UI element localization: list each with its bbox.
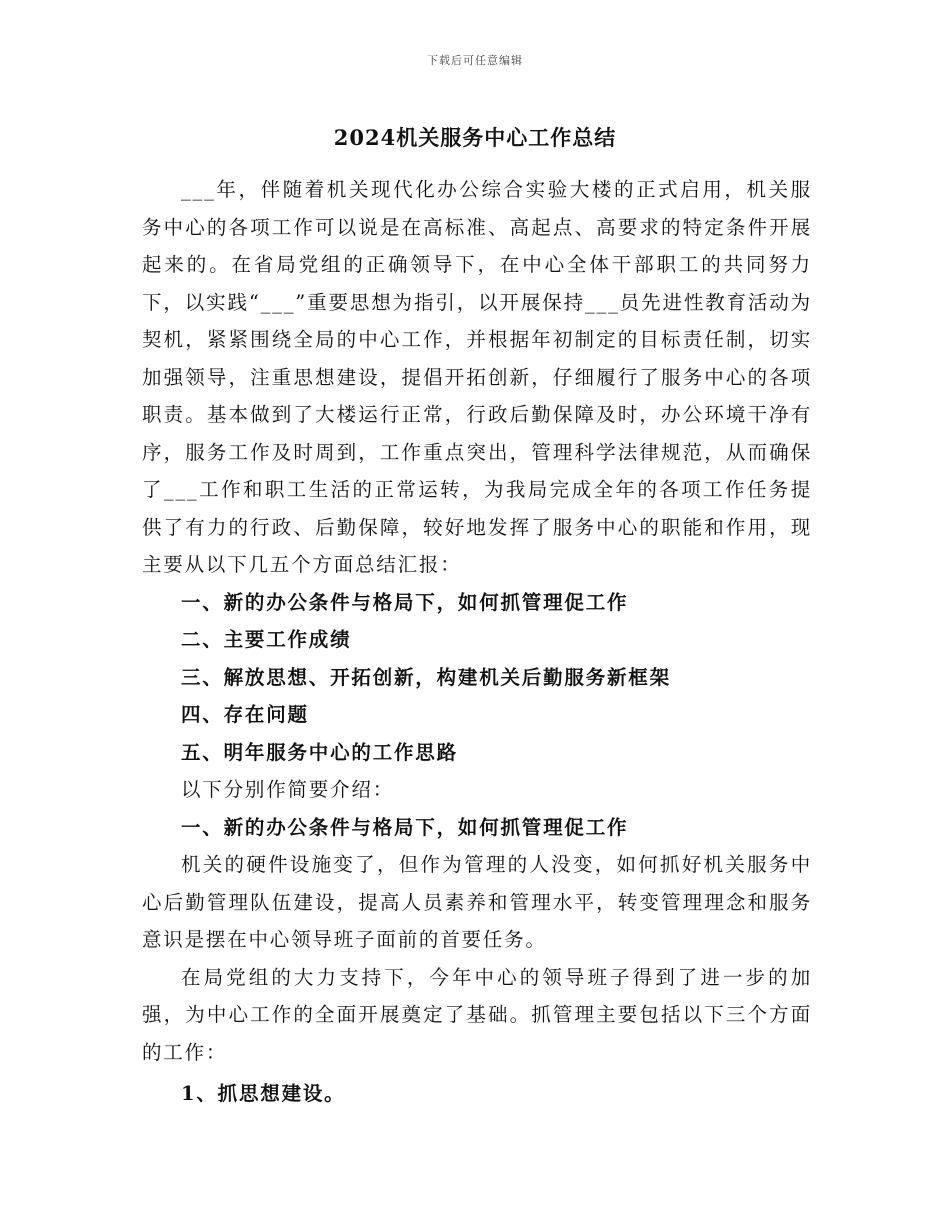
header-note: 下载后可任意编辑: [427, 54, 523, 67]
section1-paragraph-1: 机关的硬件设施变了，但作为管理的人没变，如何抓好机关服务中心后勤管理队伍建设，提高人员素养和管理水平，转变管理理念和服务意识是摆在中心领导班子面前的首要任务。: [142, 853, 812, 951]
document-title: 2024机关服务中心工作总结: [333, 125, 617, 150]
transition-text: 以下分别作简要介绍：: [181, 778, 395, 801]
section1-heading: 一、新的办公条件与格局下，如何抓管理促工作: [181, 815, 629, 839]
intro-paragraph: ___年，伴随着机关现代化办公综合实验大楼的正式启用，机关服务中心的各项工作可以说是在高标准、高起点、高要求的特定条件开展起来的。在省局党组的正确领导下，在中心全体干部职工的共同努力下，以实践“___”重要思想为指引，以开展保持___员先进性教育活动为契机，紧紧围绕全局的中心工作，并根据年初制定的目标责任制，切实加强领导，注重思想建设，提倡开拓创新，仔细履行了服务中心的各项职责。基本做到了大楼运行正常，行政后勤保障及时，办公环境干净有序，服务工作及时周到，工作重点突出，管理科学法律规范，从而确保了___工作和职工生活的正常运转，为我局完成全年的各项工作任务提供了有力的行政、后勤保障，较好地发挥了服务中心的职能和作用，现主要从以下几五个方面总结汇报：: [142, 178, 812, 576]
outline-item-4: 四、存在问题: [181, 703, 309, 726]
subsection1-heading: 1、抓思想建设。: [181, 1082, 346, 1105]
outline-item-2: 二、主要工作成绩: [181, 628, 352, 651]
section1-paragraph-2: 在局党组的大力支持下，今年中心的领导班子得到了进一步的加强，为中心工作的全面开展奠定了基础。抓管理主要包括以下三个方面的工作：: [142, 965, 812, 1064]
outline-item-1: 一、新的办公条件与格局下，如何抓管理促工作: [181, 590, 629, 614]
outline-item-5: 五、明年服务中心的工作思路: [181, 740, 458, 764]
outline-item-3: 三、解放思想、开拓创新，构建机关后勤服务新框架: [181, 665, 671, 689]
document-body: [142, 171, 812, 1113]
